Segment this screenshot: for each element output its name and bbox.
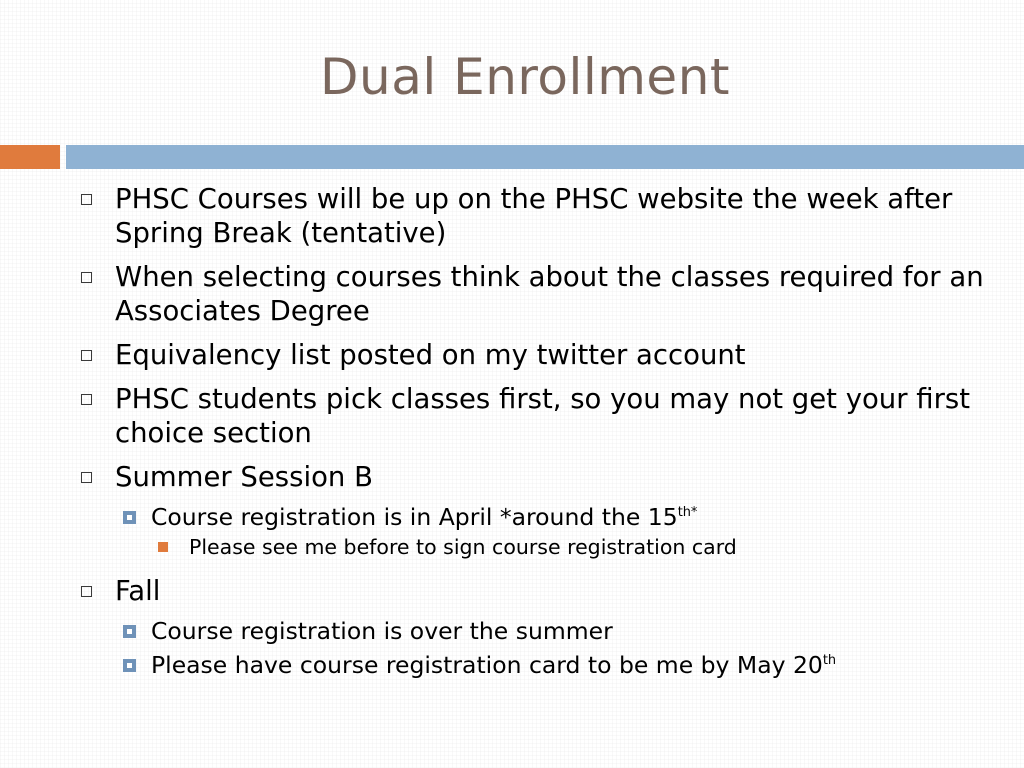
accent-band-orange [0, 145, 60, 169]
hollow-square-bullet-icon [81, 194, 92, 205]
orange-square-bullet-icon [158, 542, 168, 552]
bullet-text: PHSC Courses will be up on the PHSC website the week after Spring Break (tentative) [115, 183, 953, 249]
sub-sub-bullet-text: Please see me before to sign course registration card [189, 535, 737, 559]
sub-list-item [115, 650, 1008, 680]
list-item [78, 460, 1008, 494]
bullet-text: Summer Session B [115, 461, 373, 493]
bullet-text: Equivalency list posted on my twitter account [115, 339, 746, 371]
ordinal-superscript: th [822, 653, 837, 669]
list-item [78, 182, 1008, 250]
bullet-text: Fall [115, 575, 161, 607]
ordinal-superscript: th* [677, 505, 698, 521]
bullet-text: PHSC students pick classes first, so you may not get your first choice section [115, 383, 971, 449]
list-item [78, 574, 1008, 608]
hollow-square-bullet-icon [81, 272, 92, 283]
sub-list-item [115, 616, 1008, 646]
list-item [78, 382, 1008, 450]
hollow-square-bullet-icon [81, 350, 92, 361]
sub-bullet-text: Course registration is over the summer [151, 617, 613, 645]
blue-square-bullet-icon [123, 511, 136, 524]
accent-band-blue [66, 145, 1024, 169]
sub-bullet-text: Course registration is in April *around the 15 [151, 503, 678, 531]
list-item [78, 338, 1008, 372]
sub-bullet-text: Please have course registration card to be me by May 20 [151, 651, 823, 679]
hollow-square-bullet-icon [81, 472, 92, 483]
hollow-square-bullet-icon [81, 394, 92, 405]
blue-square-bullet-icon [123, 625, 136, 638]
hollow-square-bullet-icon [81, 586, 92, 597]
blue-square-bullet-icon [123, 659, 136, 672]
sub-list-item [115, 502, 1008, 532]
list-item [78, 260, 1008, 328]
bullet-text: When selecting courses think about the classes required for an Associates Degree [115, 261, 984, 327]
slide-title: Dual Enrollment [320, 48, 730, 106]
bullet-list [78, 182, 1008, 686]
sub-sub-list-item [151, 534, 1008, 560]
